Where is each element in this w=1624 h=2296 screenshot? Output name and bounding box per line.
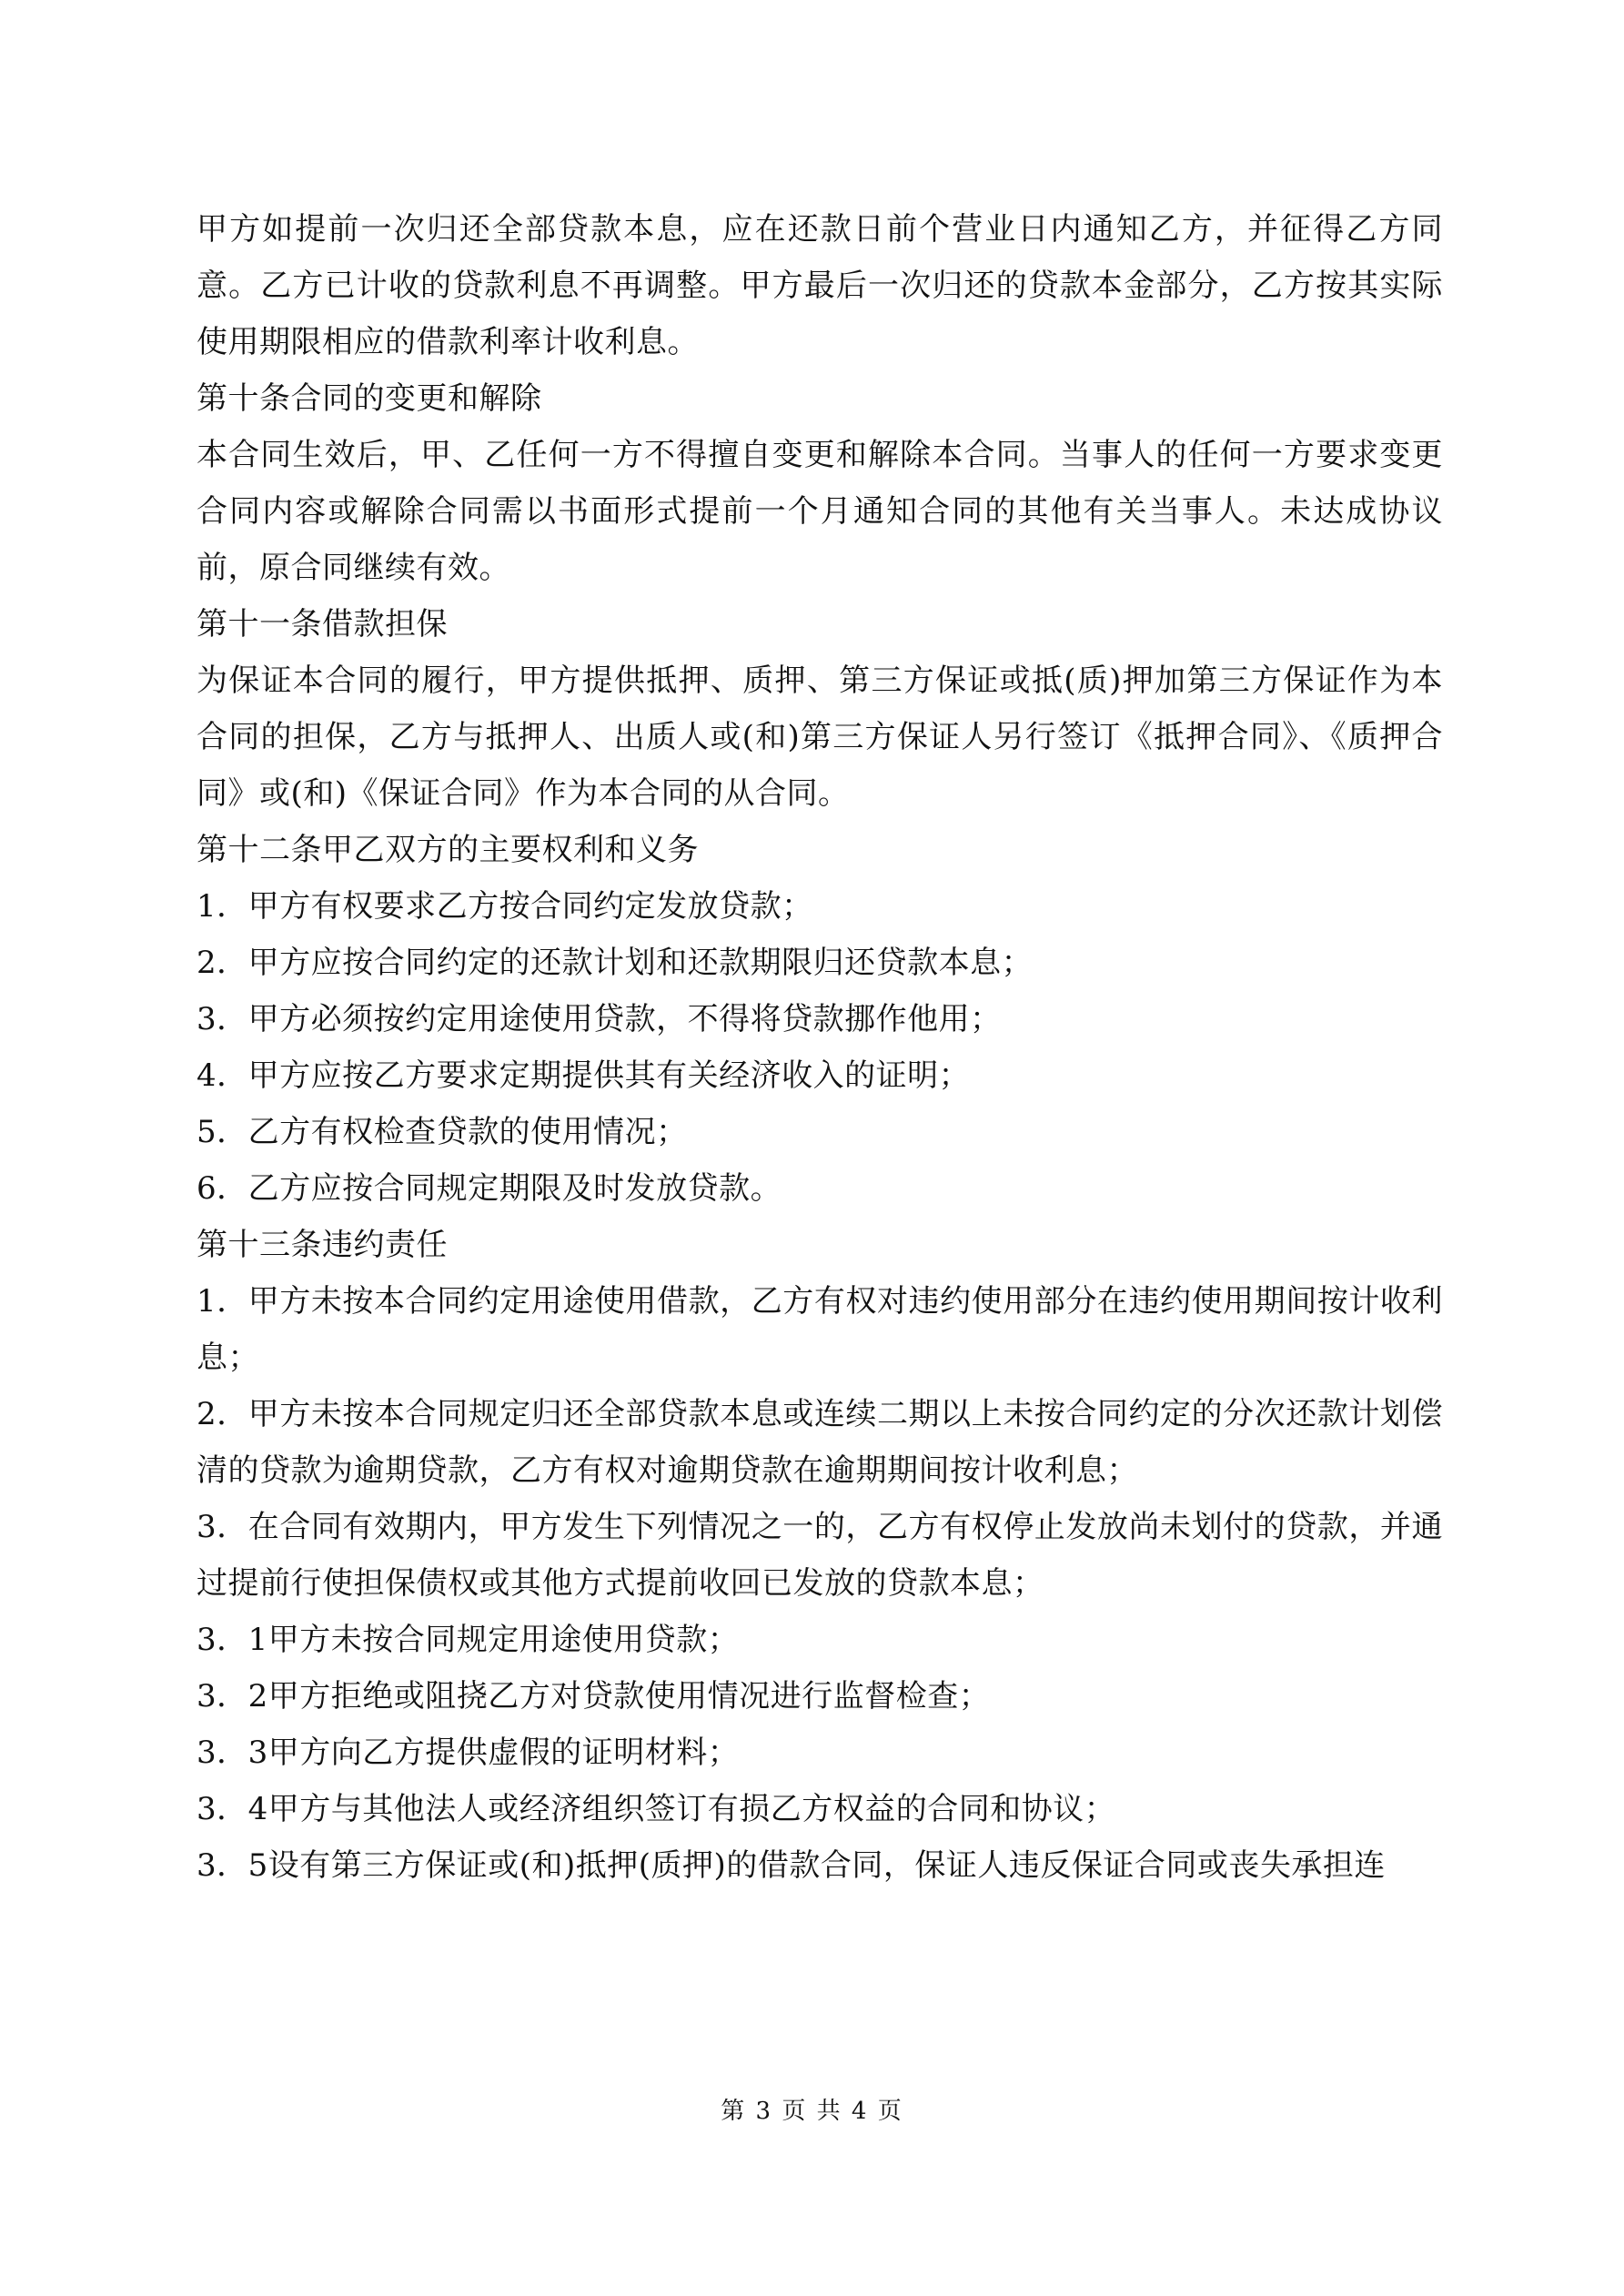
list-item-13-2: 2．甲方未按本合同规定归还全部贷款本息或连续二期以上未按合同约定的分次还款计划偿清的贷款为逾期贷款，乙方有权对逾期贷款在逾期期间按计收利息； — [197, 1396, 1443, 1489]
list-item-13-3-4: 3．4甲方与其他法人或经济组织签订有损乙方权益的合同和协议； — [197, 1791, 1116, 1827]
section-heading-13: 第十三条违约责任 — [197, 1227, 448, 1263]
list-item-12-3: 3．甲方必须按约定用途使用贷款，不得将贷款挪作他用； — [197, 1001, 1002, 1037]
paragraph-prepayment: 甲方如提前一次归还全部贷款本息，应在还款日前个营业日内通知乙方，并征得乙方同意。乙方已计收的贷款利息不再调整。甲方最后一次归还的贷款本金部分，乙方按其实际使用期限相应的借款利率计收利息。 — [197, 211, 1443, 360]
list-item-13-3-3: 3．3甲方向乙方提供虚假的证明材料； — [197, 1735, 740, 1771]
list-item-12-6: 6．乙方应按合同规定期限及时发放贷款。 — [197, 1170, 782, 1207]
list-item-13-1: 1．甲方未按本合同约定用途使用借款，乙方有权对违约使用部分在违约使用期间按计收利息； — [197, 1283, 1443, 1376]
list-item-12-4: 4．甲方应按乙方要求定期提供其有关经济收入的证明； — [197, 1057, 971, 1094]
section-heading-10: 第十条合同的变更和解除 — [197, 380, 542, 417]
page-footer: 第 3 页 共 4 页 — [721, 2098, 903, 2125]
list-item-12-5: 5．乙方有权检查贷款的使用情况； — [197, 1114, 688, 1150]
paragraph-guarantee: 为保证本合同的履行，甲方提供抵押、质押、第三方保证或抵(质)押加第三方保证作为本合同的担保，乙方与抵押人、出质人或(和)第三方保证人另行签订《抵押合同》、《质押合同》或(和)《保证合同》作为本合同的从合同。 — [197, 663, 1443, 812]
section-heading-11: 第十一条借款担保 — [197, 606, 448, 642]
list-item-13-3-5: 3．5设有第三方保证或(和)抵押(质押)的借款合同，保证人违反保证合同或丧失承担连 — [197, 1847, 1386, 1884]
section-heading-12: 第十二条甲乙双方的主要权利和义务 — [197, 832, 699, 868]
list-item-12-2: 2．甲方应按合同约定的还款计划和还款期限归还贷款本息； — [197, 945, 1034, 981]
list-item-12-1: 1．甲方有权要求乙方按合同约定发放贷款； — [197, 888, 813, 925]
paragraph-contract-change: 本合同生效后，甲、乙任何一方不得擅自变更和解除本合同。当事人的任何一方要求变更合同内容或解除合同需以书面形式提前一个月通知合同的其他有关当事人。未达成协议前，原合同继续有效。 — [197, 437, 1443, 586]
list-item-13-3-1: 3．1甲方未按合同规定用途使用贷款； — [197, 1622, 740, 1658]
list-item-13-3-2: 3．2甲方拒绝或阻挠乙方对贷款使用情况进行监督检查； — [197, 1678, 991, 1714]
document-body — [197, 201, 1443, 1894]
list-item-13-3: 3．在合同有效期内，甲方发生下列情况之一的，乙方有权停止发放尚未划付的贷款，并通过提前行使担保债权或其他方式提前收回已发放的贷款本息； — [197, 1509, 1443, 1602]
